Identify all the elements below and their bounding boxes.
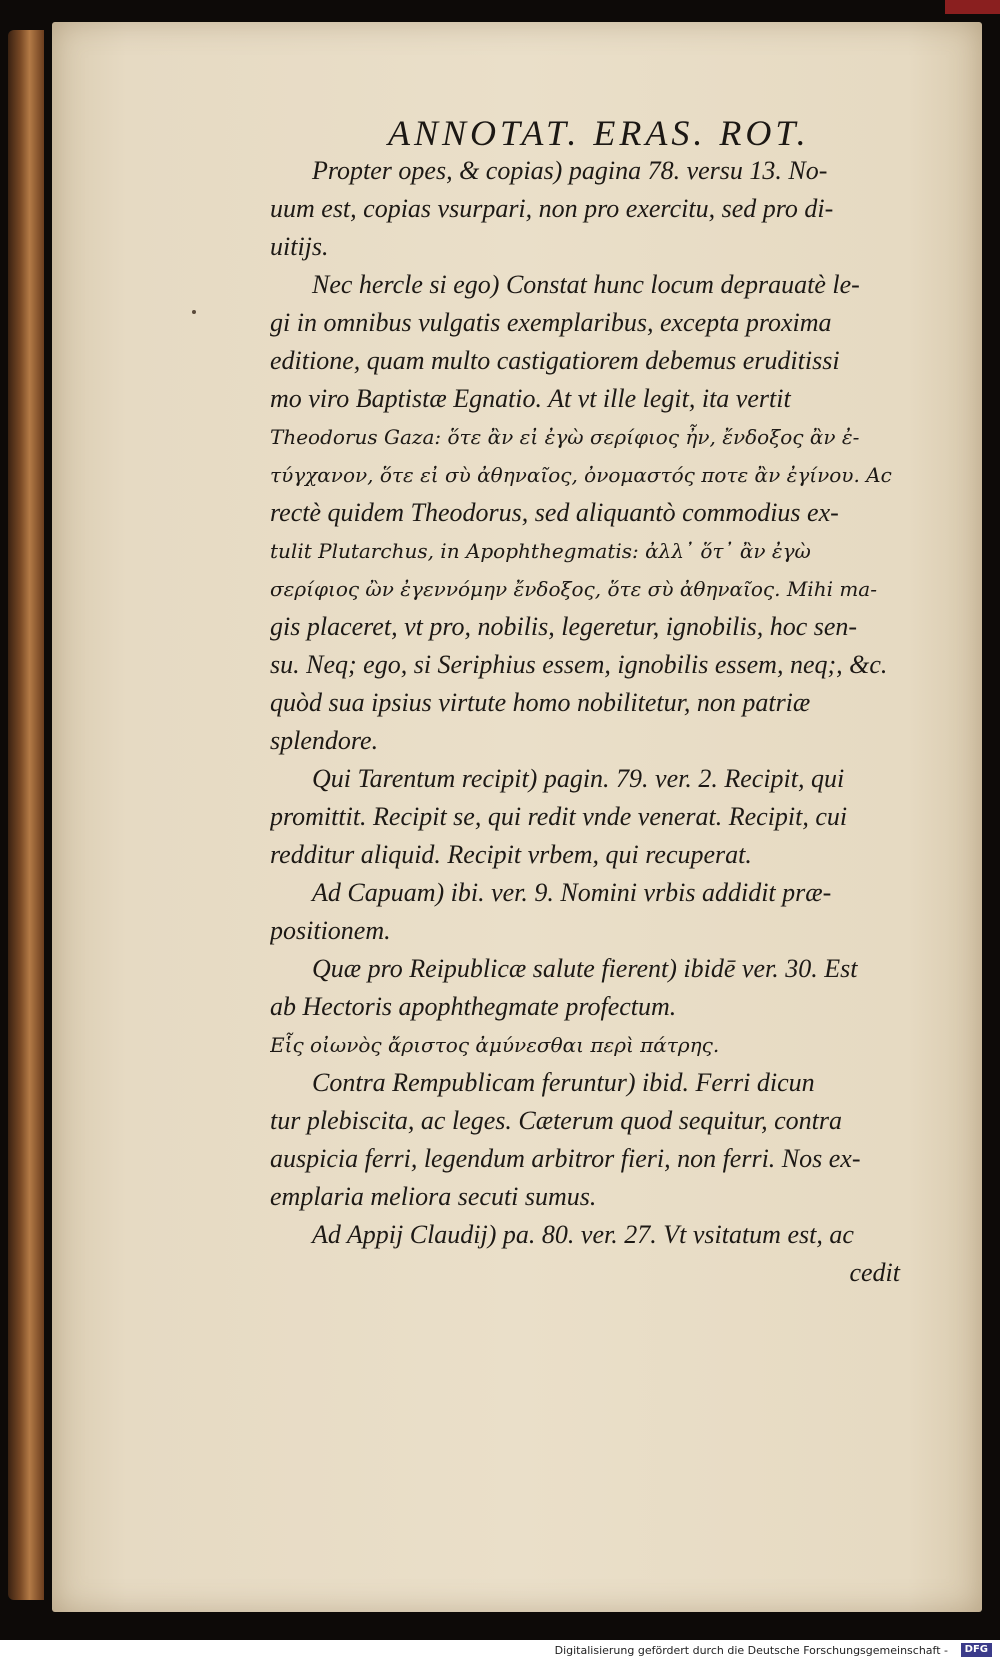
text-line: Theodorus Gaza: ὅτε ἂν εἰ ἐγὼ σερίφιος ἦν, ἔνδοξος ἂν ἐ-	[270, 425, 860, 449]
funding-credit: Digitalisierung gefördert durch die Deutsche Forschungsgemeinschaft -	[554, 1644, 948, 1657]
book-edge	[8, 30, 44, 1600]
catchword: cedit	[849, 1258, 900, 1287]
text-line: ab Hectoris apophthegmate profectum.	[270, 992, 677, 1021]
page-text	[270, 152, 960, 1292]
text-line: Εἷς οἰωνὸς ἄριστος ἀμύνεσθαι περὶ πάτρης.	[270, 1033, 720, 1057]
text-line: rectè quidem Theodorus, sed aliquantò commodius ex-	[270, 498, 839, 527]
text-line: Quæ pro Reipublicæ salute fierent) ibidē ver. 30. Est	[312, 954, 858, 983]
dfg-logo: DFG	[961, 1643, 992, 1657]
text-line: mo viro Baptistæ Egnatio. At vt ille legit, ita vertit	[270, 384, 791, 413]
text-line: positionem.	[270, 916, 391, 945]
text-line: editione, quam multo castigatiorem debemus eruditissi	[270, 346, 840, 375]
text-line: Ad Appij Claudij) pa. 80. ver. 27. Vt vsitatum est, ac	[312, 1220, 854, 1249]
text-line: auspicia ferri, legendum arbitror fieri, non ferri. Nos ex-	[270, 1144, 861, 1173]
text-line: emplaria meliora secuti sumus.	[270, 1182, 597, 1211]
text-line: splendore.	[270, 726, 379, 755]
text-line: Contra Rempublicam feruntur) ibid. Ferri dicun	[312, 1068, 815, 1097]
text-line: Propter opes, & copias) pagina 78. versu 13. No-	[312, 156, 828, 185]
footer-bar	[0, 1640, 1000, 1659]
text-line: Qui Tarentum recipit) pagin. 79. ver. 2. Recipit, qui	[312, 764, 845, 793]
ink-spot	[192, 310, 196, 314]
text-line: promittit. Recipit se, qui redit vnde venerat. Recipit, cui	[270, 802, 848, 831]
book-edge-corner	[945, 0, 1000, 14]
text-line: tur plebiscita, ac leges. Cæterum quod sequitur, contra	[270, 1106, 842, 1135]
text-line: uum est, copias vsurpari, non pro exercitu, sed pro di-	[270, 194, 834, 223]
text-line: Ad Capuam) ibi. ver. 9. Nomini vrbis addidit præ-	[312, 878, 832, 907]
text-line: su. Neq; ego, si Seriphius essem, ignobilis essem, neq;, &c.	[270, 650, 888, 679]
text-line: σερίφιος ὢν ἐγεννόμην ἔνδοξος, ὅτε σὺ ἀθηναῖος. Mihi ma-	[270, 577, 877, 601]
text-line: gi in omnibus vulgatis exemplaribus, excepta proxima	[270, 308, 832, 337]
text-line: redditur aliquid. Recipit vrbem, qui recuperat.	[270, 840, 752, 869]
text-line: quòd sua ipsius virtute homo nobilitetur, non patriæ	[270, 688, 811, 717]
text-line: gis placeret, vt pro, nobilis, legeretur, ignobilis, hoc sen-	[270, 612, 858, 641]
text-line: τύγχανον, ὅτε εἰ σὺ ἀθηναῖος, ὀνομαστός ποτε ἂν ἐγίνου. Ac	[270, 463, 892, 487]
text-line: Nec hercle si ego) Constat hunc locum deprauatè le-	[312, 270, 860, 299]
running-header: ANNOTAT. ERAS. ROT.	[388, 113, 810, 153]
text-line: uitijs.	[270, 232, 329, 261]
text-line: tulit Plutarchus, in Apophthegmatis: ἀλλ᾽ ὅτ᾽ ἂν ἐγὼ	[270, 539, 811, 563]
